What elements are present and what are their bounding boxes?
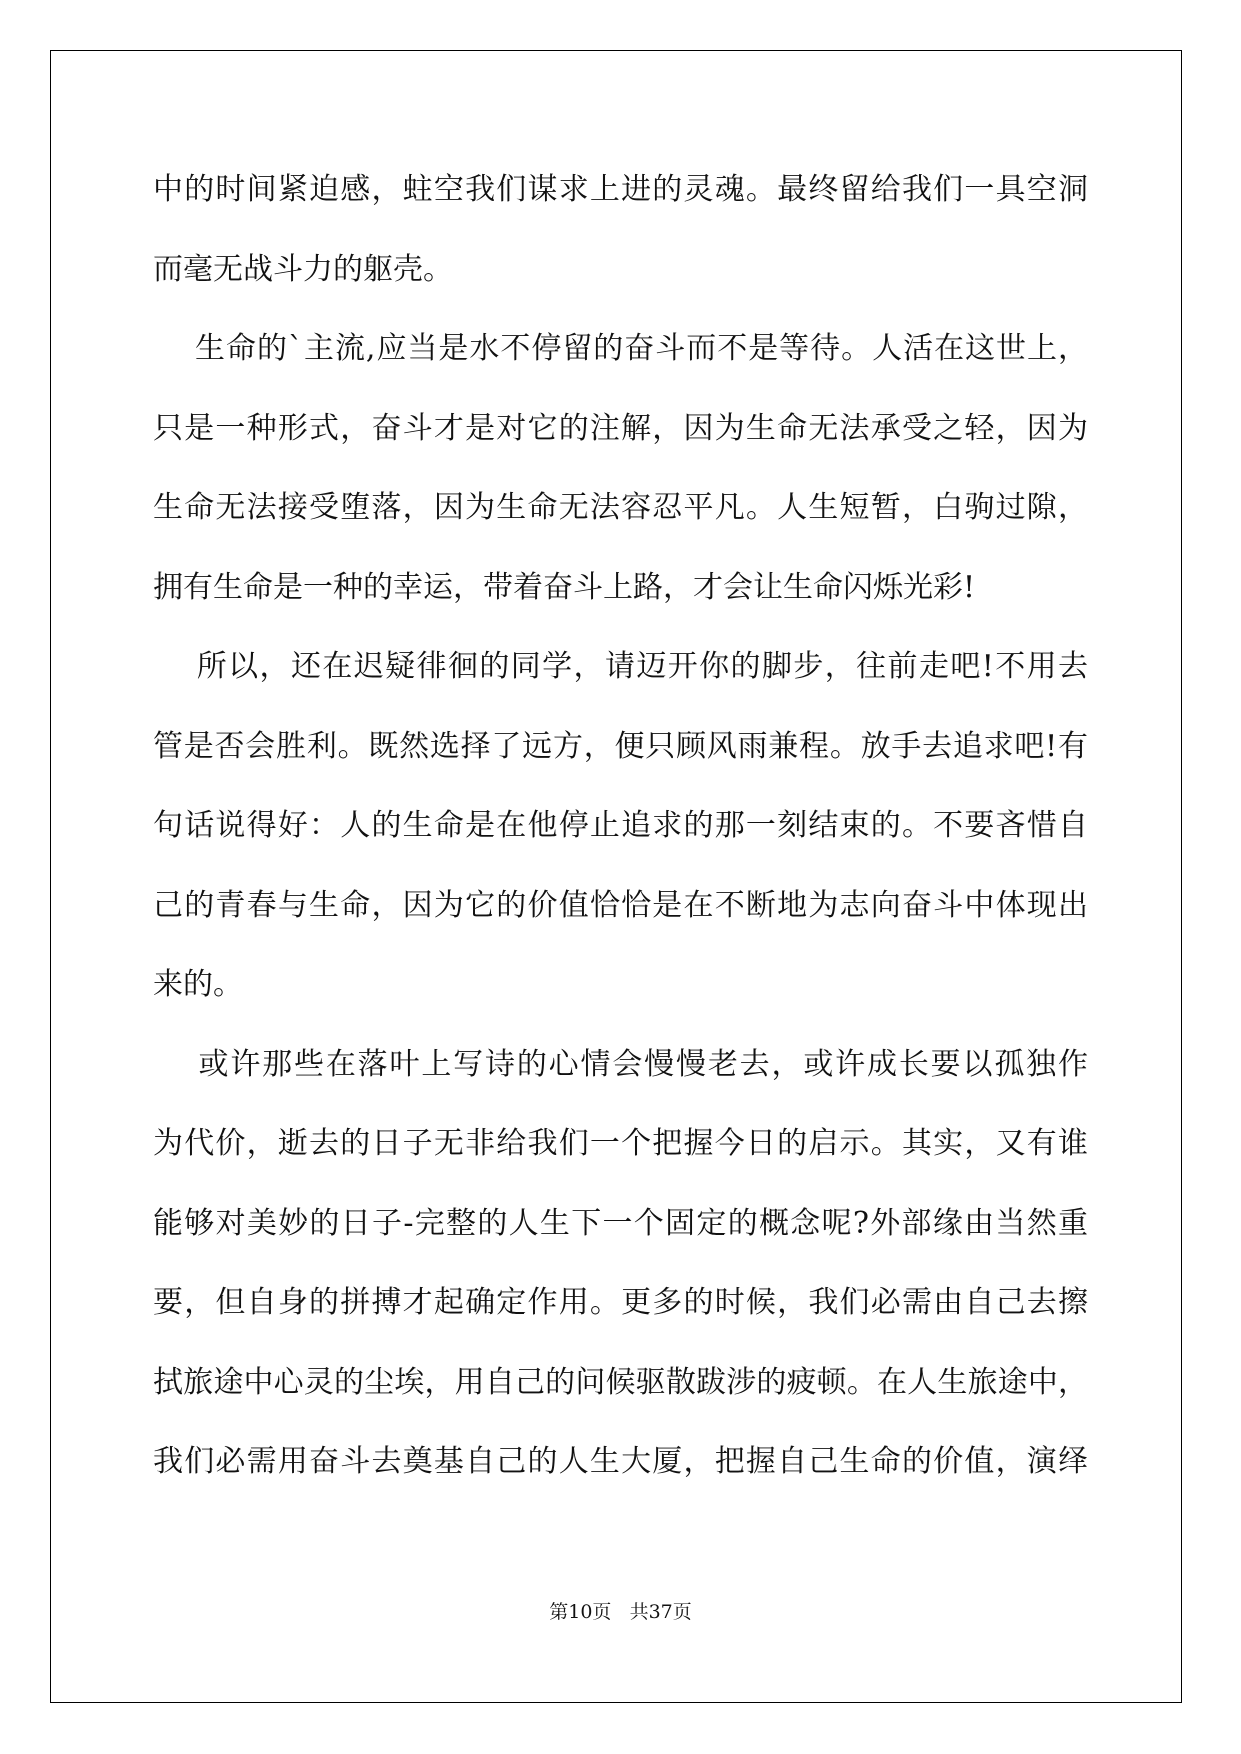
text-line: 或许那些在落叶上写诗的心情会慢慢老去，或许成长要以孤独作 <box>153 1046 1088 1082</box>
text-line: 只是一种形式，奋斗才是对它的注解，因为生命无法承受之轻，因为 <box>153 410 1088 446</box>
text-line: 我们必需用奋斗去奠基自己的人生大厦，把握自己生命的价值，演绎 <box>153 1444 1088 1479</box>
text-line: 而毫无战斗力的躯壳。 <box>153 251 453 287</box>
text-line: 生命无法接受堕落，因为生命无法容忍平凡。人生短暂，白驹过隙， <box>153 490 1088 525</box>
text-line: 来的。 <box>153 967 243 1002</box>
body-text <box>153 150 1088 1502</box>
text-line: 拥有生命是一种的幸运，带着奋斗上路，才会让生命闪烁光彩! <box>153 569 976 605</box>
text-line: 为代价，逝去的日子无非给我们一个把握今日的启示。其实，又有谁 <box>153 1126 1088 1161</box>
text-line: 拭旅途中心灵的尘埃，用自己的问候驱散跋涉的疲顿。在人生旅途中， <box>153 1364 1088 1400</box>
text-line: 句话说得好：人的生命是在他停止追求的那一刻结束的。不要吝惜自 <box>153 808 1088 843</box>
page-footer <box>0 1597 1241 1624</box>
page-total: 共37页 <box>629 1601 692 1623</box>
text-line: 所以，还在迟疑徘徊的同学，请迈开你的脚步，往前走吧!不用去 <box>153 649 1088 684</box>
text-line: 生命的`主流,应当是水不停留的奋斗而不是等待。人活在这世上， <box>153 331 1088 366</box>
page-number: 第10页 <box>549 1601 612 1623</box>
text-line: 能够对美妙的日子-完整的人生下一个固定的概念呢?外部缘由当然重 <box>153 1205 1088 1241</box>
text-line: 管是否会胜利。既然选择了远方，便只顾风雨兼程。放手去追求吧!有 <box>153 728 1088 764</box>
text-line: 要，但自身的拼搏才起确定作用。更多的时候，我们必需由自己去擦 <box>153 1285 1088 1320</box>
text-line: 中的时间紧迫感，蛀空我们谋求上进的灵魂。最终留给我们一具空洞 <box>153 172 1088 207</box>
text-line: 己的青春与生命，因为它的价值恰恰是在不断地为志向奋斗中体现出 <box>153 887 1088 923</box>
